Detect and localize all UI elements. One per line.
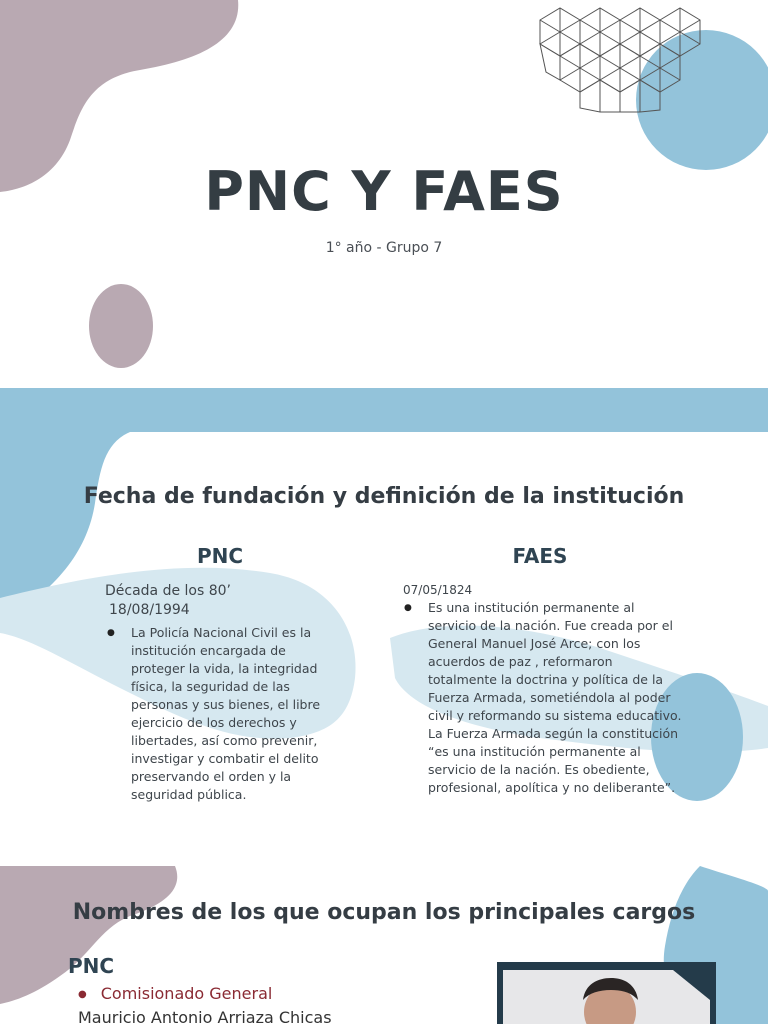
faes-column-title: FAES: [512, 544, 568, 568]
pnc-founding-date: 18/08/1994: [109, 602, 190, 618]
officials-slide: [0, 866, 768, 1024]
faes-founding-date: 07/05/1824: [403, 583, 473, 597]
person-silhouette-icon: [503, 970, 710, 1024]
pnc-decade: Década de los 80’: [105, 583, 231, 599]
foundation-heading: Fecha de fundación y definición de la institución: [83, 484, 685, 509]
officials-pnc-title: PNC: [68, 954, 115, 978]
officials-role: [78, 984, 272, 1003]
officials-heading: Nombres de los que ocupan los principales cargos: [72, 900, 696, 925]
pnc-column-title: PNC: [196, 544, 244, 568]
pnc-definition-list: [105, 624, 337, 804]
official-photo: [503, 970, 710, 1024]
presentation-title: PNC Y FAES: [204, 160, 564, 223]
title-slide: [0, 0, 768, 380]
blue-circle-top-right: [636, 30, 768, 170]
foundation-slide: [0, 388, 768, 858]
pnc-definition: ● La Policía Nacional Civil es la institución encargada de proteger la vida, la integridad física, la seguridad de las personas y sus bienes, el libre ejercicio de los derechos y libertades, así como prevenir, investigar y combatir el delito preservando el orden y la seguridad pública.: [105, 624, 337, 804]
mauve-oval: [89, 284, 153, 368]
presentation-subtitle: 1° año - Grupo 7: [325, 240, 443, 256]
official-name: Mauricio Antonio Arriaza Chicas: [78, 1008, 332, 1024]
faes-definition-list: [402, 599, 684, 797]
bullet-icon: ●: [78, 989, 87, 1000]
faes-definition: ● Es una institución permanente al servicio de la nación. Fue creada por el General Manuel José Arce; con los acuerdos de paz , reformaron totalmente la doctrina y política de la Fuerza Armada, sometiéndola al poder civil y reformando su sistema educativo. La Fuerza Armada según la constitución “es una institución permanente al servicio de la nación. Es obediente, profesional, apolítica y no deliberante”.: [402, 599, 684, 797]
role-label: Comisionado General: [100, 984, 273, 1003]
